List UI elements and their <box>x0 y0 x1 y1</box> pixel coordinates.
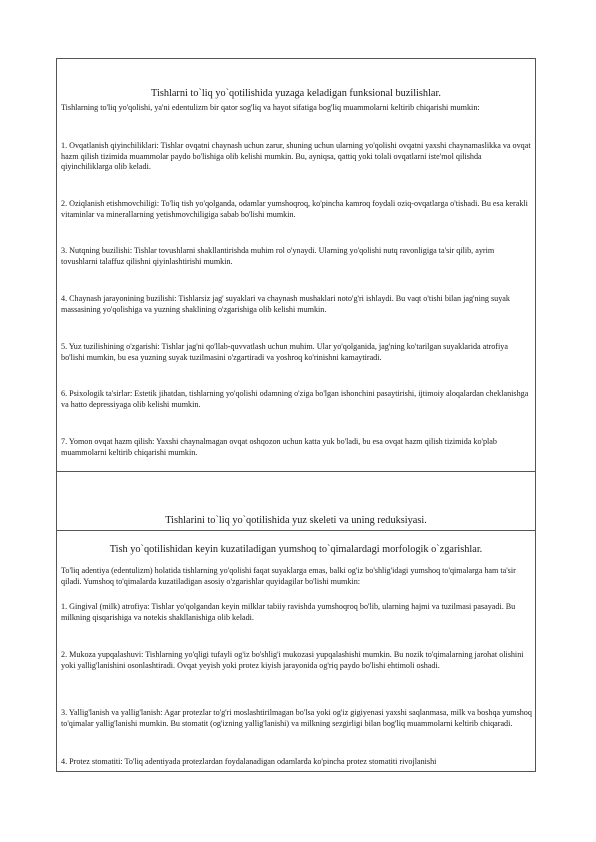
section1-item-4: 4. Chaynash jarayonining buzilishi: Tishlarsiz jag' suyaklari va chaynash mushaklari noto'g'ri ishlaydi. Bu vaqt o'tishi bilan jag'ning suyak massasining yo'qolishiga va yuzning shaklining o'zgarishiga olib kelishi mumkin. <box>61 294 510 314</box>
section1-item-1: 1. Ovqatlanish qiyinchiliklari: Tishlar ovqatni chaynash uchun zarur, shuning uchun ularning yo'qolishi ovqatni yaxshi chaynamaslikka va ovqat hazm qilish tizimida muammolar paydo bo'lishiga olib kelishi mumkin. Bu, ayniqsa, qattiq yoki tolali ovqatlarni iste'mol qilishda qiyinchiliklarga olib keladi. <box>61 141 531 172</box>
section1-title: Tishlarni to`liq yo`qotilishida yuzaga keladigan funksional buzilishlar. <box>151 88 441 99</box>
section2-title: Tishlarini to`liq yo`qotilishida yuz skeleti va uning reduksiyasi. <box>165 515 427 526</box>
document-frame <box>56 58 536 772</box>
section1-item-7: 7. Yomon ovqat hazm qilish: Yaxshi chaynalmagan ovqat oshqozon uchun katta yuk bo'ladi, bu esa ovqat hazm qilish tizimida ko'plab muammolarni keltirib chiqarishi mumkin. <box>61 437 497 457</box>
section2-item-3: 3. Yallig'lanish va yallig'lanish: Agar protezlar to'g'ri moslashtirilmagan bo'lsa yoki og'iz gigiyenasi yaxshi saqlanmasa, milk va boshqa yumshoq to'qimalar yallig'lanishi mumkin. Bu stomatit (og'izning yallig'lanishi) va milkning sezgirligi bilan bog'liq muammolarni keltirib chiqaradi. <box>61 708 532 728</box>
section2-item-4: 4. Protez stomatiti: To'liq adentiyada protezlardan foydalanadigan odamlarda ko'pincha protez stomatiti rivojlanishi <box>61 757 437 766</box>
section1-item-3: 3. Nutqning buzilishi: Tishlar tovushlarni shakllantirishda muhim rol o'ynaydi. Ularning yo'qolishi nutq ravonligiga ta'sir qilib, ayrim tovushlarni talaffuz qilishni qiyinlashtirishi mumkin. <box>61 246 495 266</box>
section2-item-1: 1. Gingival (milk) atrofiya: Tishlar yo'qolgandan keyin milklar tabiiy ravishda yumshoqroq bo'lib, ularning hajmi va tuzilmasi pasayadi. Bu milkning qisqarishiga va notekis shakllanishiga olib keladi. <box>61 602 516 622</box>
section1-item-6: 6. Psixologik ta'sirlar: Estetik jihatdan, tishlarning yo'qolishi odamning o'ziga bo'lgan ishonchini pasaytirishi, ijtimoiy aloqalardan cheklanishga va hatto depressiyaga olib kelishi mumkin. <box>61 389 529 409</box>
section1-item-5: 5. Yuz tuzilishining o'zgarishi: Tishlar jag'ni qo'llab-quvvatlash uchun muhim. Ular yo'qolganida, jag'ning ko'tarilgan suyaklarida atrofiya bo'lishi mumkin, bu esa yuzning suyak tuzilmasini o'zgartiradi va yoshroq ko'rinishni kamaytiradi. <box>61 342 508 362</box>
section2-item-2: 2. Mukoza yupqalashuvi: Tishlarning yo'qligi tufayli og'iz bo'shlig'i mukozasi yupqalashishi mumkin. Bu nozik to'qimalarning jarohat olishini yoki yallig'lanishini osonlashtiradi. Ovqat yeyish yoki protez kiyish jarayonida og'riq paydo bo'lishi ehtimoli oshadi. <box>61 650 524 670</box>
section2-subtitle: Tish yo`qotilishidan keyin kuzatiladigan yumshoq to`qimalardagi morfologik o`zgarishlar. <box>109 544 483 555</box>
section-divider-1 <box>57 471 535 472</box>
section1-item-2: 2. Oziqlanish etishmovchiligi: To'liq tish yo'qolganda, odamlar yumshoqroq, ko'pincha kamroq foydali oziq-ovqatlarga o'tishadi. Bu esa kerakli vitaminlar va minerallarning yetishmovchiligiga sabab bo'lishi mumkin. <box>61 199 528 219</box>
section2-intro: To'liq adentiya (edentulizm) holatida tishlarning yo'qolishi faqat suyaklarga emas, balki og'iz bo'shlig'idagi yumshoq to'qimalarga ham ta'sir qiladi. Yumshoq to'qimalarda kuzatiladigan asosiy o'zgarishlar quyidagilar bo'lishi mumkin: <box>61 566 516 586</box>
section-divider-2 <box>57 530 535 531</box>
section1-intro: Tishlarning to'liq yo'qolishi, ya'ni edentulizm bir qator sog'liq va hayot sifatiga bog'liq muammolarni keltirib chiqarishi mumkin: <box>61 103 480 112</box>
